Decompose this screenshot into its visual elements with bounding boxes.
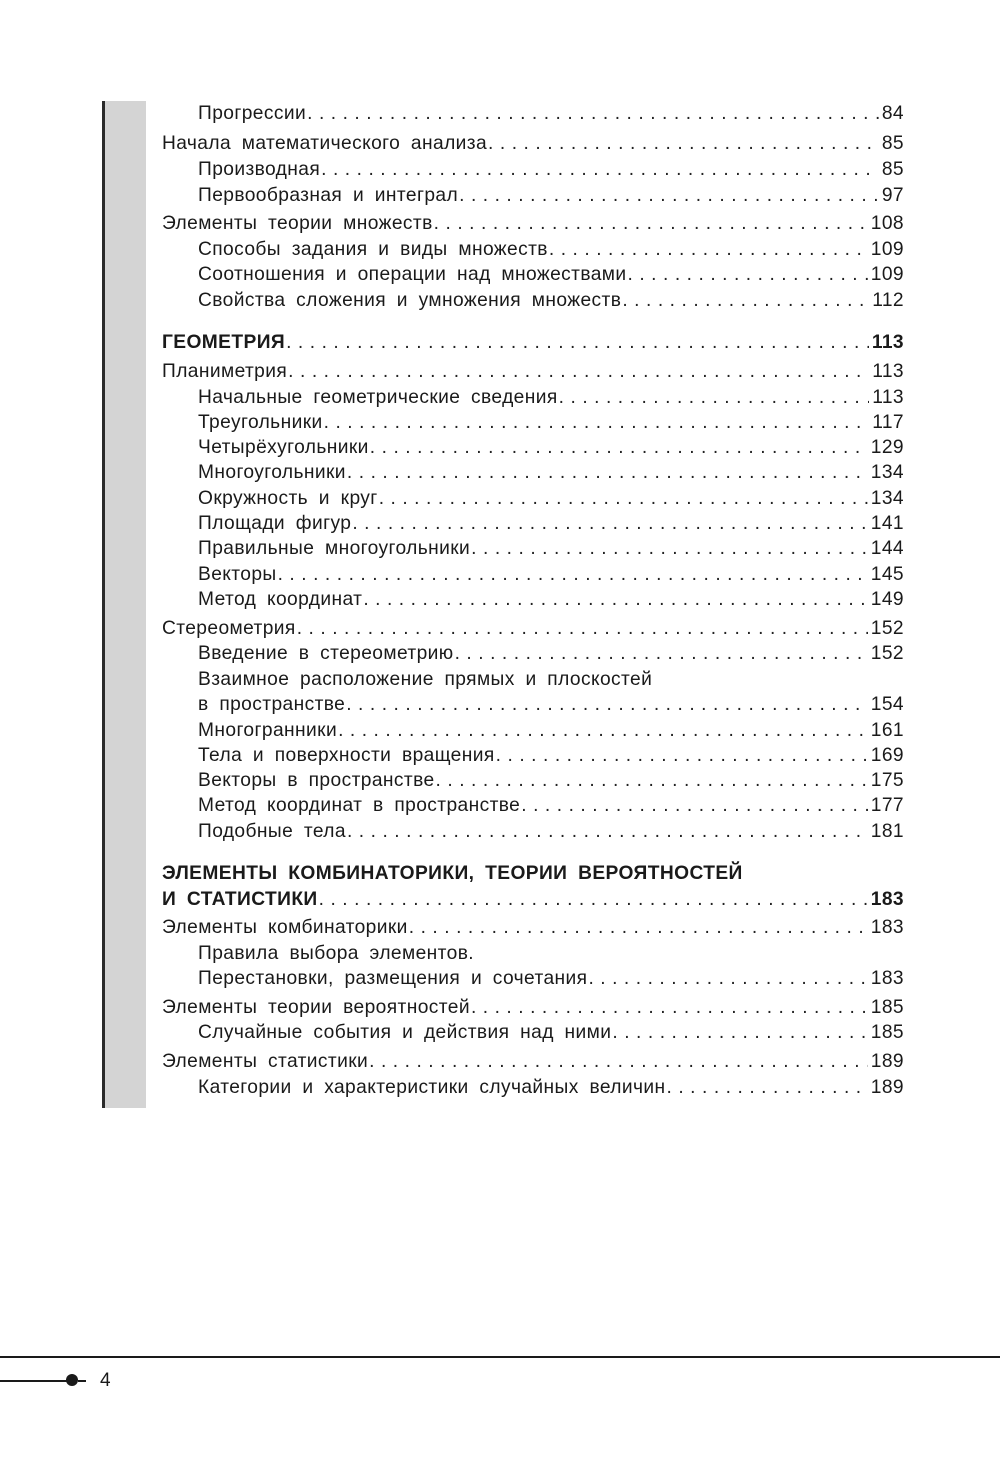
toc-entry-page: 183 [870, 889, 904, 910]
toc-entry-title: Векторы в пространстве [198, 770, 435, 791]
toc-entry-title: Элементы теории вероятностей [162, 997, 470, 1018]
toc-entry-title: Тела и поверхности вращения [198, 745, 495, 766]
toc-section-geometry[interactable] [162, 329, 904, 357]
toc-entry-set-properties[interactable] [198, 287, 904, 315]
toc-entry-page: 134 [870, 488, 904, 509]
toc-entry-title: Элементы теории множеств [162, 213, 433, 234]
toc-entry-similar-solids[interactable] [198, 818, 904, 846]
leader-dots [288, 358, 869, 386]
toc-entry-title: Способы задания и виды множеств [198, 239, 548, 260]
toc-entry-title: Начала математического анализа [162, 133, 488, 154]
toc-entry-page: 149 [870, 589, 904, 610]
toc-entry-areas[interactable] [198, 510, 904, 538]
toc-entry-page: 112 [872, 290, 904, 311]
toc-entry-title: Элементы комбинаторики [162, 917, 408, 938]
toc-entry-title: Векторы [198, 564, 277, 585]
toc-entry-page: 177 [870, 795, 904, 816]
leader-dots [488, 130, 879, 158]
toc-entry-title: Метод координат [198, 589, 363, 610]
toc-entry-page: 161 [870, 720, 904, 741]
toc-section-title: ЭЛЕМЕНТЫ КОМБИНАТОРИКИ, ТЕОРИИ ВЕРОЯТНОСТЕЙ [162, 863, 743, 884]
leader-dots [521, 792, 868, 820]
toc-entry-page: 189 [870, 1051, 904, 1072]
leader-dots [628, 261, 868, 289]
leader-dots [434, 210, 868, 238]
toc-entry-lines-planes-line1[interactable] [198, 666, 904, 694]
toc-entry-page: 175 [870, 770, 904, 791]
toc-entry-regular-polygons[interactable] [198, 535, 904, 563]
leader-dots [379, 485, 868, 513]
footer-dash [78, 1380, 86, 1382]
leader-dots [667, 1074, 868, 1102]
toc-entry-coordinate-method[interactable] [198, 586, 904, 614]
footer-rule [0, 1356, 1000, 1358]
toc-entry-title: Планиметрия [162, 361, 288, 382]
toc-entry-integral[interactable] [198, 182, 904, 210]
toc-entry-title: Четырёхугольники [198, 437, 369, 458]
toc-section-title: И СТАТИСТИКИ [162, 889, 318, 910]
toc-entry-page: 141 [870, 513, 904, 534]
leader-dots [346, 691, 868, 719]
toc-entry-polygons[interactable] [198, 459, 904, 487]
toc-entry-calculus[interactable] [162, 130, 904, 158]
leader-dots [297, 615, 868, 643]
toc-entry-geometry-basics[interactable] [198, 384, 904, 412]
toc-entry-title: Треугольники [198, 412, 323, 433]
leader-dots [321, 156, 879, 184]
toc-entry-title: Случайные события и действия над ними [198, 1022, 612, 1043]
toc-entry-page: 85 [881, 159, 904, 180]
toc-entry-stereometry[interactable] [162, 615, 904, 643]
leader-dots [307, 100, 879, 128]
toc-entry-probability[interactable] [162, 994, 904, 1022]
toc-entry-page: 185 [870, 997, 904, 1018]
toc-entry-title: Стереометрия [162, 618, 296, 639]
toc-entry-solids-of-revolution[interactable] [198, 742, 904, 770]
toc-entry-title: Перестановки, размещения и сочетания [198, 968, 588, 989]
leader-dots [588, 965, 867, 993]
toc-entry-quadrilaterals[interactable] [198, 434, 904, 462]
toc-section-title: ГЕОМЕТРИЯ [162, 332, 286, 353]
toc-entry-selection-rules-line2[interactable] [198, 965, 904, 993]
toc-entry-page: 152 [870, 618, 904, 639]
side-bar-decoration [102, 101, 146, 1108]
toc-entry-page: 113 [872, 361, 904, 382]
toc-entry-title: Подобные тела [198, 821, 346, 842]
toc-entry-space-coordinates[interactable] [198, 792, 904, 820]
toc-entry-set-definition[interactable] [198, 236, 904, 264]
leader-dots [278, 561, 868, 589]
toc-entry-page: 109 [870, 264, 904, 285]
toc-entry-page: 183 [870, 917, 904, 938]
toc-entry-title: в пространстве [198, 694, 346, 715]
toc-entry-page: 169 [870, 745, 904, 766]
toc-entry-title: Правильные многоугольники [198, 538, 471, 559]
footer-left-line [0, 1380, 70, 1382]
toc-entry-title: Площади фигур [198, 513, 352, 534]
leader-dots [369, 1048, 868, 1076]
toc-entry-page: 152 [870, 643, 904, 664]
toc-entry-set-theory[interactable] [162, 210, 904, 238]
leader-dots [409, 914, 868, 942]
toc-entry-space-vectors[interactable] [198, 767, 904, 795]
toc-entry-title: Прогрессии [198, 103, 307, 124]
toc-entry-page: 97 [881, 185, 904, 206]
toc-entry-title: Правила выбора элементов. [198, 943, 475, 964]
leader-dots [370, 434, 868, 462]
toc-entry-title: Производная [198, 159, 321, 180]
toc-entry-derivative[interactable] [198, 156, 904, 184]
toc-entry-title: Метод координат в пространстве [198, 795, 521, 816]
toc-entry-page: 108 [870, 213, 904, 234]
toc-entry-page: 145 [870, 564, 904, 585]
toc-entry-page: 129 [870, 437, 904, 458]
leader-dots [559, 384, 870, 412]
leader-dots [459, 182, 879, 210]
toc-entry-page: 144 [870, 538, 904, 559]
leader-dots [338, 717, 868, 745]
footer-bullet-icon [66, 1374, 78, 1386]
toc-entry-statistics[interactable] [162, 1048, 904, 1076]
toc-entry-title: Введение в стереометрию [198, 643, 454, 664]
leader-dots [455, 640, 868, 668]
toc-entry-page: 154 [870, 694, 904, 715]
toc-entry-title: Многогранники [198, 720, 338, 741]
toc-entry-combinatorics[interactable] [162, 914, 904, 942]
leader-dots [347, 818, 868, 846]
toc-entry-selection-rules-line1[interactable] [198, 940, 904, 968]
toc-entry-page: 134 [870, 462, 904, 483]
leader-dots [471, 535, 868, 563]
toc-entry-title: Начальные геометрические сведения [198, 387, 558, 408]
leader-dots [549, 236, 868, 264]
toc-entry-vectors[interactable] [198, 561, 904, 589]
toc-entry-page: 113 [871, 332, 904, 353]
toc-entry-circle[interactable] [198, 485, 904, 513]
toc-entry-lines-planes-line2[interactable] [198, 691, 904, 719]
toc-entry-page: 85 [881, 133, 904, 154]
toc-entry-title: Взаимное расположение прямых и плоскостей [198, 669, 653, 690]
leader-dots [324, 409, 870, 437]
leader-dots [363, 586, 867, 614]
toc-entry-title: Элементы статистики [162, 1051, 369, 1072]
toc-entry-polyhedra[interactable] [198, 717, 904, 745]
toc-entry-planimetry[interactable] [162, 358, 904, 386]
toc-entry-page: 183 [870, 968, 904, 989]
leader-dots [496, 742, 868, 770]
toc-entry-triangles[interactable] [198, 409, 904, 437]
toc-entry-page: 189 [870, 1077, 904, 1098]
toc-entry-title: Окружность и круг [198, 488, 378, 509]
page-number: 4 [100, 1370, 111, 1391]
toc-entry-page: 185 [870, 1022, 904, 1043]
toc-entry-page: 113 [872, 387, 904, 408]
toc-entry-page: 117 [872, 412, 904, 433]
leader-dots [286, 329, 869, 357]
toc-entry-stereometry-intro[interactable] [198, 640, 904, 668]
toc-section-combinatorics-line1[interactable] [162, 860, 904, 888]
leader-dots [352, 510, 867, 538]
toc-entry-set-operations[interactable] [198, 261, 904, 289]
toc-entry-title: Категории и характеристики случайных величин [198, 1077, 666, 1098]
leader-dots [622, 287, 869, 315]
leader-dots [471, 994, 868, 1022]
toc-entry-title: Первообразная и интеграл [198, 185, 459, 206]
toc-entry-random-variables[interactable] [198, 1074, 904, 1102]
leader-dots [319, 886, 868, 914]
toc-entry-random-events[interactable] [198, 1019, 904, 1047]
leader-dots [612, 1019, 867, 1047]
toc-entry-title: Свойства сложения и умножения множеств [198, 290, 622, 311]
toc-entry-page: 181 [870, 821, 904, 842]
toc-entry-title: Многоугольники [198, 462, 346, 483]
toc-entry-progressions[interactable] [198, 100, 904, 128]
toc-entry-page: 84 [881, 103, 904, 124]
toc-entry-page: 109 [870, 239, 904, 260]
toc-section-combinatorics-line2[interactable] [162, 886, 904, 914]
toc-entry-title: Соотношения и операции над множествами [198, 264, 627, 285]
leader-dots [436, 767, 868, 795]
leader-dots [347, 459, 868, 487]
